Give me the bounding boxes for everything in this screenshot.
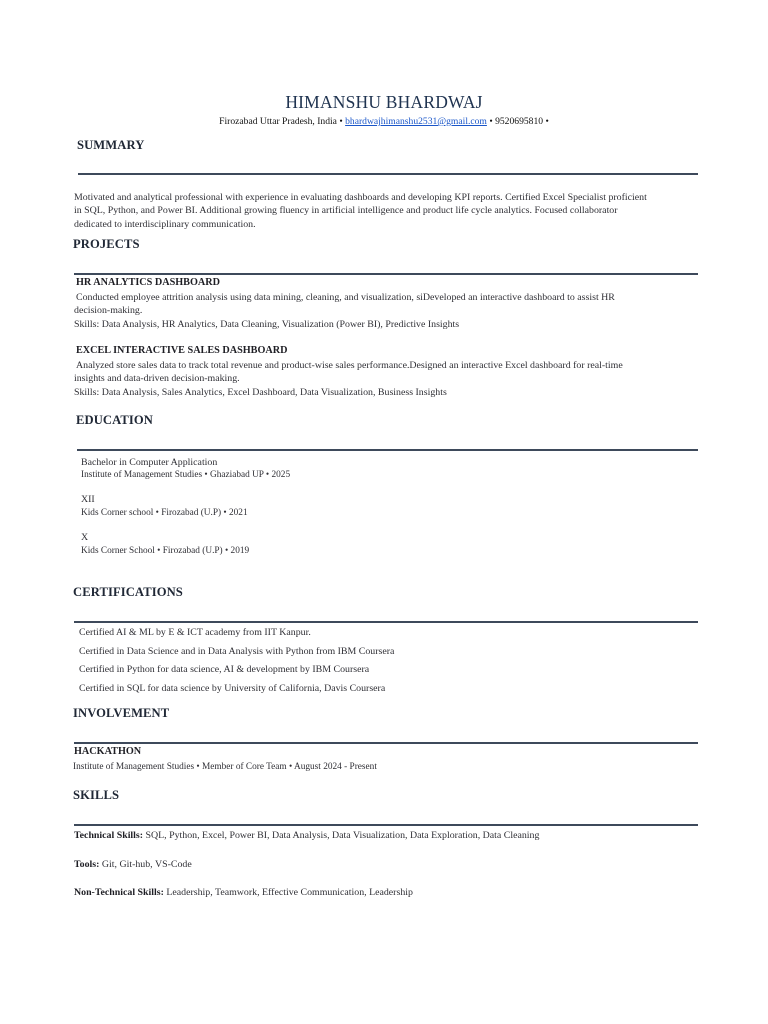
certifications-heading: CERTIFICATIONS bbox=[73, 585, 183, 599]
separator: • bbox=[489, 116, 493, 127]
involvement-heading: INVOLVEMENT bbox=[73, 706, 170, 720]
certification-item: Certified in SQL for data science by University of California, Davis Coursera bbox=[79, 683, 386, 694]
certification-item: Certified in Python for data science, AI & development by IBM Coursera bbox=[79, 664, 370, 675]
summary-heading: SUMMARY bbox=[77, 138, 145, 152]
contact-line bbox=[0, 116, 768, 127]
skills-heading: SKILLS bbox=[73, 788, 120, 802]
summary-line: Motivated and analytical professional with experience in evaluating dashboards and developing KPI reports. Certified Excel Specialist proficient bbox=[74, 192, 647, 203]
project-skills: Skills: Data Analysis, HR Analytics, Data Cleaning, Visualization (Power BI), Predictive Insights bbox=[74, 318, 460, 330]
summary-line: in SQL, Python, and Power BI. Additional growing fluency in artificial intelligence and product life cycle analytics. Focused collaborator bbox=[74, 205, 618, 217]
candidate-name: HIMANSHU BHARDWAJ bbox=[285, 92, 483, 112]
certification-item: Certified AI & ML by E & ICT academy from IIT Kanpur. bbox=[79, 627, 311, 638]
tools-label: Tools: bbox=[74, 859, 100, 870]
phone: 9520695810 bbox=[495, 116, 544, 127]
section-divider bbox=[78, 173, 698, 175]
involvement-details: Institute of Management Studies • Member of Core Team • August 2024 - Present bbox=[73, 762, 377, 772]
non-technical-skills-value: Leadership, Teamwork, Effective Communication, Leadership bbox=[166, 887, 413, 898]
education-heading: EDUCATION bbox=[76, 413, 153, 427]
summary-text bbox=[74, 191, 714, 231]
project-description bbox=[74, 291, 714, 331]
certification-item: Certified in Data Science and in Data Analysis with Python from IBM Coursera bbox=[79, 646, 395, 657]
project-desc-line: insights and data-driven decision-making. bbox=[74, 373, 240, 385]
separator: • bbox=[339, 116, 343, 127]
education-details: Institute of Management Studies • Ghaziabad UP • 2025 bbox=[81, 470, 291, 480]
education-details: Kids Corner school • Firozabad (U.P) • 2021 bbox=[81, 508, 248, 518]
section-divider bbox=[74, 273, 698, 275]
section-divider bbox=[74, 621, 698, 623]
tools-skills bbox=[74, 858, 192, 871]
education-degree: Bachelor in Computer Application bbox=[81, 457, 218, 468]
education-degree: X bbox=[81, 532, 89, 543]
email-link[interactable]: bhardwajhimanshu2531@gmail.com bbox=[345, 116, 487, 127]
education-details: Kids Corner School • Firozabad (U.P) • 2019 bbox=[81, 546, 250, 556]
technical-skills-label: Technical Skills: bbox=[74, 830, 144, 841]
projects-heading: PROJECTS bbox=[73, 237, 140, 251]
project-desc-line: Conducted employee attrition analysis using data mining, cleaning, and visualization, siDeveloped an interactive dashboard to assist HR bbox=[76, 292, 615, 303]
technical-skills bbox=[74, 829, 539, 842]
involvement-role: HACKATHON bbox=[74, 746, 142, 757]
summary-line: dedicated to interdisciplinary communication. bbox=[74, 218, 256, 230]
project-skills: Skills: Data Analysis, Sales Analytics, Excel Dashboard, Data Visualization, Business Insights bbox=[74, 386, 447, 398]
non-technical-skills-label: Non-Technical Skills: bbox=[74, 887, 164, 898]
project-title: HR ANALYTICS DASHBOARD bbox=[76, 277, 220, 288]
education-degree: XII bbox=[81, 494, 95, 505]
project-desc-line: Analyzed store sales data to track total revenue and product-wise sales performance.Designed an interactive Excel dashboard for real-time bbox=[76, 360, 623, 371]
technical-skills-value: SQL, Python, Excel, Power BI, Data Analysis, Data Visualization, Data Exploration, Data Cleaning bbox=[145, 830, 540, 841]
project-title: EXCEL INTERACTIVE SALES DASHBOARD bbox=[76, 345, 288, 356]
section-divider bbox=[77, 449, 698, 451]
section-divider bbox=[74, 742, 698, 744]
non-technical-skills bbox=[74, 886, 413, 899]
location: Firozabad Uttar Pradesh, India bbox=[219, 116, 337, 127]
project-desc-line: decision-making. bbox=[74, 305, 143, 317]
section-divider bbox=[74, 824, 698, 826]
separator: • bbox=[545, 116, 549, 127]
tools-value: Git, Git-hub, VS-Code bbox=[101, 859, 192, 870]
project-description bbox=[74, 359, 714, 399]
